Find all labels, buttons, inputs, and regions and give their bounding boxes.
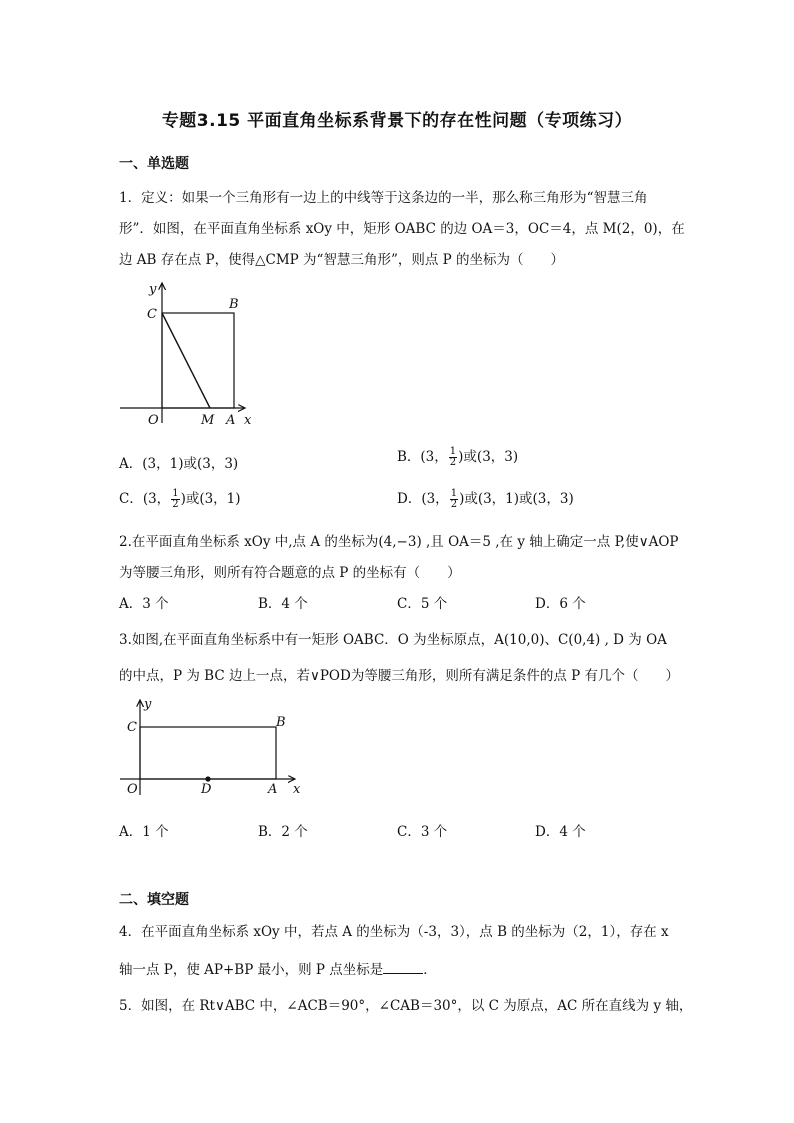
q1-option-d[interactable] (397, 487, 574, 510)
question-5-line-1: 5．如图，在 Rt∨ABC 中，∠ACB＝90°，∠CAB＝30°，以 C 为原点，AC 所在直线为 y 轴， (119, 998, 693, 1014)
fraction-half: $\frac{1}{2}$ (449, 446, 457, 468)
label-b: B (276, 715, 286, 730)
q2-option-a[interactable]: A．3 个 (119, 596, 169, 612)
q1-option-b-prefix: B．(3， (397, 449, 448, 465)
label-y: y (144, 697, 152, 712)
q3-option-a[interactable]: A．1 个 (119, 824, 169, 840)
q3-option-c[interactable]: C．3 个 (397, 824, 448, 840)
rectangle-oabc (162, 313, 234, 408)
question-4-line-1: 4．在平面直角坐标系 xOy 中，若点 A 的坐标为（-3，3），点 B 的坐标为（2，1），存在 x (119, 924, 669, 940)
q1-option-d-suffix: )或(3，1)或(3，3) (459, 491, 574, 507)
question-4-text: 轴一点 P，使 AP+BP 最小，则 P 点坐标是 (119, 962, 384, 978)
q1-option-c[interactable] (119, 487, 241, 510)
q1-option-a[interactable]: A．(3，1)或(3，3) (119, 456, 239, 472)
q2-option-c[interactable]: C．5 个 (397, 596, 448, 612)
label-o: O (127, 782, 138, 797)
rectangle-oabc (140, 727, 276, 779)
question-4-line-2 (119, 958, 437, 978)
label-a: A (226, 413, 236, 428)
label-o: O (148, 413, 159, 428)
q1-option-b-suffix: )或(3，3) (458, 449, 519, 465)
label-d: D (201, 782, 212, 797)
q1-option-c-suffix: )或(3，1) (180, 491, 241, 507)
point-d (205, 776, 210, 781)
section-heading-single-choice: 一、单选题 (119, 156, 189, 172)
q3-option-b[interactable]: B．2 个 (258, 824, 308, 840)
q2-option-b[interactable]: B．4 个 (258, 596, 308, 612)
q1-option-b[interactable] (397, 445, 518, 468)
segment-cm (162, 313, 210, 408)
question-1-line-3: 边 AB 存在点 P，使得△CMP 为“智慧三角形”，则点 P 的坐标为（ ） (119, 252, 565, 268)
label-y: y (149, 282, 157, 297)
question-3-line-2: 的中点，P 为 BC 边上一点，若∨POD为等腰三角形，则所有满足条件的点 P 有几个（ ） (119, 668, 679, 684)
label-x: x (244, 413, 252, 428)
question-2-line-1: 2.在平面直角坐标系 xOy 中,点 A 的坐标为(4,−3) ,且 OA＝5 ,在 y 轴上确定一点 P,使∨AOP (119, 534, 679, 550)
section-heading-fill-blank: 二、填空题 (119, 892, 189, 908)
answer-blank[interactable] (383, 961, 423, 974)
question-1-line-2: 形”．如图，在平面直角坐标系 xOy 中，矩形 OABC 的边 OA＝3，OC＝4，点 M(2，0)，在 (119, 221, 685, 237)
label-a: A (268, 782, 278, 797)
question-1-figure (115, 278, 265, 428)
q3-option-d[interactable]: D．4 个 (535, 824, 586, 840)
question-3-figure (115, 695, 310, 800)
question-4-period: ． (423, 962, 437, 978)
label-c: C (147, 307, 157, 322)
label-b: B (229, 297, 239, 312)
label-m: M (201, 413, 215, 428)
fraction-half: $\frac{1}{2}$ (450, 488, 458, 510)
q1-option-c-prefix: C．(3， (119, 491, 171, 507)
q1-option-d-prefix: D．(3， (397, 491, 449, 507)
fraction-half: $\frac{1}{2}$ (172, 488, 179, 510)
q2-option-d[interactable]: D．6 个 (535, 596, 586, 612)
question-2-line-2: 为等腰三角形，则所有符合题意的点 P 的坐标有（ ） (119, 565, 461, 581)
label-x: x (293, 782, 301, 797)
page-title: 专题3.15 平面直角坐标系背景下的存在性问题（专项练习） (161, 111, 633, 131)
question-1-line-1: 1．定义：如果一个三角形有一边上的中线等于这条边的一半，那么称三角形为“智慧三角 (119, 190, 648, 206)
label-c: C (127, 720, 137, 735)
question-3-line-1: 3.如图,在平面直角坐标系中有一矩形 OABC．O 为坐标原点，A(10,0)、C(0,4) , D 为 OA (119, 632, 667, 648)
